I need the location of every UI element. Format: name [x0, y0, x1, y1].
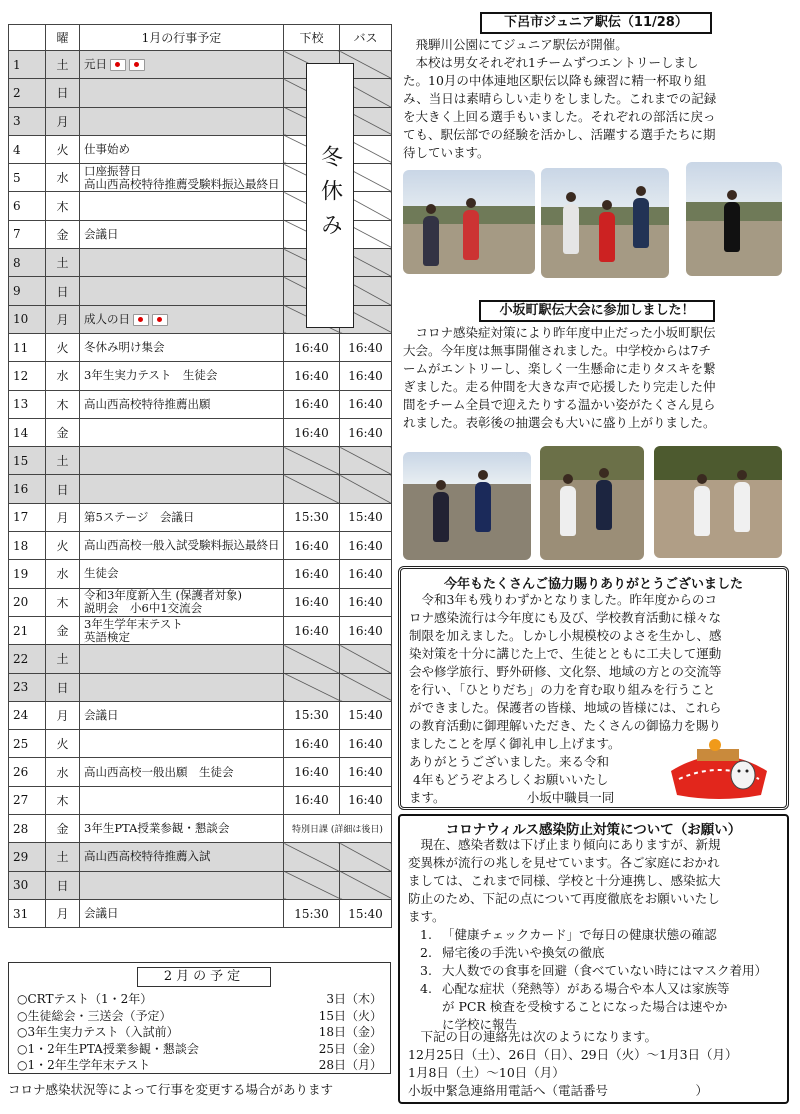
event-text: 高山西高校特待推薦入試 [84, 849, 211, 864]
weekday-cell: 火 [46, 532, 80, 560]
schedule-row [9, 645, 392, 673]
bus-cell: 15:40 [340, 503, 392, 531]
event-text: 3年生実力テスト 生徒会 [84, 368, 218, 383]
japan-flag-icon [129, 59, 145, 71]
dismissal-cell [284, 673, 340, 701]
event-cell [80, 843, 284, 871]
day-cell: 17 [9, 503, 46, 531]
list-text: に学校に報告 [442, 1017, 518, 1032]
dismissal-cell: 16:40 [284, 333, 340, 361]
event-cell [80, 362, 284, 390]
weekday-cell: 火 [46, 135, 80, 163]
bus-cell [340, 843, 392, 871]
event-cell [80, 871, 284, 899]
schedule-row [9, 871, 392, 899]
weekday-cell: 土 [46, 249, 80, 277]
footer-note: コロナ感染状況等によって行事を変更する場合があります [8, 1082, 334, 1097]
weekday-cell: 水 [46, 362, 80, 390]
schedule-row [9, 815, 392, 843]
dismissal-cell [284, 475, 340, 503]
text-line: 現在、感染者数は下げ止まり傾向にありますが、新規 [408, 837, 721, 852]
osaka-photo-3 [654, 446, 782, 558]
thanks-title: 今年もたくさんご協力賜りありがとうございました [443, 577, 743, 592]
dismissal-cell: 15:30 [284, 899, 340, 927]
event-text: 冬休み明け集会 [84, 340, 165, 355]
event-cell [80, 277, 284, 305]
day-cell: 30 [9, 871, 46, 899]
ekiden-photo-1 [403, 170, 535, 274]
event-cell [80, 418, 284, 446]
february-plan-box [8, 962, 391, 1074]
weekday-cell: 木 [46, 390, 80, 418]
february-item [17, 991, 382, 1007]
event-cell [80, 899, 284, 927]
corona-list-item [408, 962, 788, 980]
schedule-row [9, 362, 392, 390]
day-cell: 7 [9, 220, 46, 248]
weekday-cell: 月 [46, 305, 80, 333]
special-schedule-cell: 特別日課 (詳細は後日) [284, 815, 392, 843]
day-cell: 31 [9, 899, 46, 927]
weekday-cell: 月 [46, 503, 80, 531]
bus-cell [340, 447, 392, 475]
event-cell [80, 815, 284, 843]
list-text: 「健康チェックカード」で毎日の健康状態の確認 [442, 927, 717, 942]
day-cell: 27 [9, 786, 46, 814]
february-item [17, 1041, 382, 1057]
event-cell [80, 645, 284, 673]
schedule-row [9, 843, 392, 871]
text-line: 待しています。 [403, 145, 490, 160]
event-text: 生徒会 [84, 566, 119, 581]
day-cell: 16 [9, 475, 46, 503]
text-line: ぎました。走る仲間を大きな声で応援したり完走した仲 [403, 379, 716, 394]
weekday-cell: 月 [46, 701, 80, 729]
bus-cell [340, 673, 392, 701]
event-cell [80, 560, 284, 588]
list-text: 帰宅後の手洗いや換気の徹底 [442, 945, 605, 960]
schedule-row [9, 758, 392, 786]
text-line: 変異株が流行の兆しを見せています。各ご家庭におかれ [408, 855, 720, 870]
event-cell [80, 588, 284, 616]
event-label: 元日 [84, 57, 107, 72]
osaka-photo-2 [540, 446, 644, 560]
day-cell: 19 [9, 560, 46, 588]
day-cell: 4 [9, 135, 46, 163]
weekday-cell: 水 [46, 758, 80, 786]
japan-flag-icon [110, 59, 126, 71]
dismissal-cell: 15:30 [284, 503, 340, 531]
dismissal-cell: 16:40 [284, 560, 340, 588]
contact-phone: 小坂中緊急連絡用電話へ（電話番号 ） [408, 1083, 709, 1098]
thanks-box [398, 566, 789, 810]
text-line: 飛騨川公園にてジュニア駅伝が開催。 [403, 37, 628, 52]
text-line: ができました。保護者の皆様、地域の皆様には、これら [409, 700, 722, 715]
event-cell [80, 503, 284, 531]
event-cell [80, 164, 284, 192]
event-text: 会議日 [84, 707, 119, 722]
text-line: コロナ感染症対策により昨年度中止だった小坂町駅伝 [403, 325, 716, 340]
event-cell [80, 107, 284, 135]
schedule-row [9, 447, 392, 475]
corona-contact [408, 1028, 788, 1100]
event-cell [80, 51, 284, 79]
schedule-row [9, 532, 392, 560]
bus-cell: 15:40 [340, 701, 392, 729]
schedule-row [9, 588, 392, 616]
bus-cell: 16:40 [340, 730, 392, 758]
contact-intro: 下記の日の連絡先は次のようになります。 [408, 1029, 658, 1044]
weekday-cell: 土 [46, 843, 80, 871]
ekiden-photo-3 [686, 162, 782, 276]
event-text: 会議日 [84, 906, 119, 921]
text-line: 防止のため、下記の点について再度徹底をお願いいたし [408, 891, 720, 906]
event-cell [80, 786, 284, 814]
text-line: 会や修学旅行、野外研修、文化祭、地域の方との交流等 [409, 664, 722, 679]
event-cell [80, 135, 284, 163]
contact-dates-1: 12月25日（土）、26日（日）、29日（火）～1月3日（月） [408, 1047, 738, 1062]
list-text: が PCR 検査を受検することになった場合は速やか [442, 999, 728, 1014]
bus-cell [340, 475, 392, 503]
day-cell: 11 [9, 333, 46, 361]
dismissal-cell: 16:40 [284, 786, 340, 814]
bus-cell: 16:40 [340, 362, 392, 390]
event-text: 高山西高校特待推薦出願 [84, 396, 211, 411]
event-cell [80, 390, 284, 418]
event-text: 高山西高校一般入試受験料振込最終日 [84, 538, 280, 553]
event-text: 会議日 [84, 226, 119, 241]
corona-box [398, 814, 789, 1104]
osaka-photo-1 [403, 452, 531, 560]
event-text: 第5ステージ 会議日 [84, 509, 195, 524]
text-line: を大きく上回る選手もいました。それぞれの部活に戻っ [403, 109, 716, 124]
text-line: ます。 小坂中職員一同 [409, 790, 615, 805]
text-line: ームがエントリーし、楽しく一生懸命に走りタスキを繋 [403, 361, 716, 376]
winter-break-label: 冬休み [306, 63, 354, 328]
dismissal-cell: 16:40 [284, 362, 340, 390]
schedule-row [9, 616, 392, 644]
bus-cell: 16:40 [340, 418, 392, 446]
event-cell [80, 249, 284, 277]
dismissal-cell [284, 447, 340, 475]
corona-list-item [408, 944, 788, 962]
text-line: た。10月の中体連地区駅伝以降も練習に精一杯取り組 [403, 73, 707, 88]
weekday-cell: 木 [46, 588, 80, 616]
list-text: 心配な症状（発熱等）がある場合や本人又は家族等 [442, 981, 730, 996]
weekday-cell: 日 [46, 475, 80, 503]
schedule-row [9, 673, 392, 701]
day-cell: 28 [9, 815, 46, 843]
event-text: 高山西高校特待推薦受験料振込最終日 [84, 176, 280, 191]
bus-cell: 15:40 [340, 899, 392, 927]
february-item-date: 18日（金） [318, 1025, 382, 1039]
schedule-row [9, 390, 392, 418]
list-number: 4. [420, 981, 432, 996]
bus-cell: 16:40 [340, 616, 392, 644]
dismissal-cell [284, 645, 340, 673]
corona-title: コロナウィルス感染防止対策について（お願い） [445, 822, 742, 838]
day-cell: 25 [9, 730, 46, 758]
japan-flag-icon [152, 314, 168, 326]
event-cell [80, 305, 284, 333]
text-line: ロナ感染流行は今年度にも及び、学校教育活動に様々な [409, 610, 722, 625]
weekday-cell: 月 [46, 107, 80, 135]
schedule-row [9, 560, 392, 588]
text-line: ます。 [408, 909, 445, 924]
text-line: み、当日は素晴らしい走りをしました。これまでの記録 [403, 91, 717, 106]
weekday-cell: 火 [46, 730, 80, 758]
text-line: ても、駅伝部での経験を活かし、活躍する選手たちに期 [403, 127, 716, 142]
dismissal-cell: 16:40 [284, 418, 340, 446]
text-line: ありがとうございました。来る令和 [409, 754, 610, 769]
osaka-ekiden-title: 小坂町駅伝大会に参加しました！ [479, 300, 715, 322]
february-item-text: ○CRTテスト（1・2年） [17, 992, 153, 1006]
day-cell: 24 [9, 701, 46, 729]
dismissal-cell: 15:30 [284, 701, 340, 729]
february-item-text: ○3年生実力テスト（入試前） [17, 1025, 179, 1039]
day-cell: 13 [9, 390, 46, 418]
schedule-row [9, 475, 392, 503]
event-text: 令和3年度新入生 (保護者対象) [84, 588, 242, 603]
february-item-date: 3日（木） [326, 992, 382, 1006]
corona-intro [408, 836, 788, 926]
event-text: 3年生学年末テスト [84, 616, 183, 631]
japan-flag-icon [133, 314, 149, 326]
day-cell: 6 [9, 192, 46, 220]
weekday-cell: 金 [46, 815, 80, 843]
dismissal-cell [284, 843, 340, 871]
day-cell: 3 [9, 107, 46, 135]
weekday-cell: 火 [46, 333, 80, 361]
event-cell [80, 79, 284, 107]
schedule-row [9, 333, 392, 361]
day-cell: 23 [9, 673, 46, 701]
text-line: 大会。今年度は無事開催されました。中学校からは7チ [403, 343, 711, 358]
header-events: 1月の行事予定 [80, 25, 284, 51]
day-cell: 26 [9, 758, 46, 786]
text-line: の教育活動に御理解いただき、たくさんの御協力を賜り [409, 718, 722, 733]
bus-cell: 16:40 [340, 333, 392, 361]
schedule-row [9, 730, 392, 758]
event-label: 成人の日 [84, 311, 130, 326]
weekday-cell: 水 [46, 164, 80, 192]
dismissal-cell: 16:40 [284, 588, 340, 616]
weekday-cell: 土 [46, 645, 80, 673]
weekday-cell: 日 [46, 871, 80, 899]
ekiden-photo-2 [541, 168, 669, 278]
weekday-cell: 日 [46, 79, 80, 107]
header-weekday: 曜 [46, 25, 80, 51]
day-cell: 2 [9, 79, 46, 107]
dismissal-cell: 16:40 [284, 616, 340, 644]
text-line: 制限を加えました。しかし小規模校のよさを生かし、感 [409, 628, 722, 643]
bus-cell: 16:40 [340, 390, 392, 418]
day-cell: 21 [9, 616, 46, 644]
text-line: 間をチーム全員で迎えたりする温かい姿がたくさん見ら [403, 397, 716, 412]
header-dismissal: 下校 [284, 25, 340, 51]
day-cell: 22 [9, 645, 46, 673]
schedule-row [9, 701, 392, 729]
junior-ekiden-title: 下呂市ジュニア駅伝（11/28） [480, 12, 712, 34]
bus-cell: 16:40 [340, 588, 392, 616]
text-line: 4年もどうぞよろしくお願いいたし [409, 772, 609, 787]
bus-cell: 16:40 [340, 532, 392, 560]
text-line: 染対策を十分に講じた上で、生徒とともに工夫して運動 [409, 646, 722, 661]
list-number: 3. [420, 963, 432, 978]
list-number: 1. [420, 927, 432, 942]
weekday-cell: 木 [46, 192, 80, 220]
event-cell [80, 333, 284, 361]
event-text: 口座振替日 [84, 163, 142, 178]
event-text [84, 58, 279, 71]
text-line: れました。表彰後の抽選会も大いに盛り上がりました。 [403, 415, 716, 430]
corona-list-item [408, 998, 788, 1016]
dismissal-cell: 16:40 [284, 532, 340, 560]
event-cell [80, 532, 284, 560]
event-cell [80, 730, 284, 758]
text-line: を行い、「ひとりだち」の力を育む取り組みを行うこと [409, 682, 716, 697]
dismissal-cell: 16:40 [284, 390, 340, 418]
day-cell: 1 [9, 51, 46, 79]
day-cell: 10 [9, 305, 46, 333]
event-text [84, 313, 279, 326]
weekday-cell: 土 [46, 51, 80, 79]
text-line: 本校は男女それぞれ1チームずつエントリーしまし [403, 55, 699, 70]
day-cell: 12 [9, 362, 46, 390]
day-cell: 14 [9, 418, 46, 446]
text-line: ましたことを厚く御礼申し上げます。 [409, 736, 621, 751]
event-text: 3年生PTA授業参観・懇談会 [84, 821, 230, 836]
event-cell [80, 673, 284, 701]
february-item-date: 28日（月） [318, 1058, 382, 1072]
event-cell [80, 192, 284, 220]
day-cell: 29 [9, 843, 46, 871]
osaka-ekiden-text [403, 324, 793, 432]
day-cell: 8 [9, 249, 46, 277]
weekday-cell: 日 [46, 277, 80, 305]
weekday-cell: 木 [46, 786, 80, 814]
text-line: ましては、これまで同様、学校と十分連携し、感染拡大 [408, 873, 721, 888]
february-item [17, 1024, 382, 1040]
weekday-cell: 金 [46, 616, 80, 644]
bus-cell: 16:40 [340, 560, 392, 588]
schedule-row [9, 503, 392, 531]
dismissal-cell [284, 871, 340, 899]
junior-ekiden-text [403, 36, 793, 162]
bus-cell [340, 645, 392, 673]
february-item [17, 1008, 382, 1024]
event-cell [80, 616, 284, 644]
weekday-cell: 日 [46, 673, 80, 701]
february-item-date: 25日（金） [318, 1041, 382, 1056]
contact-dates-2: 1月8日（土）～10日（月） [408, 1065, 565, 1080]
event-cell [80, 220, 284, 248]
event-cell [80, 475, 284, 503]
day-cell: 18 [9, 532, 46, 560]
text-line: 令和3年も残りわずかとなりました。昨年度からのコ [409, 592, 717, 607]
weekday-cell: 金 [46, 418, 80, 446]
february-item-text: ○1・2年生PTA授業参観・懇談会 [17, 1041, 199, 1056]
corona-list-item [408, 980, 788, 998]
event-text: 仕事始め [84, 142, 130, 157]
list-number: 2. [420, 945, 432, 960]
weekday-cell: 土 [46, 447, 80, 475]
event-cell [80, 447, 284, 475]
february-plan-title: 2月の予定 [137, 967, 271, 987]
event-text: 英語検定 [84, 629, 130, 644]
schedule-row [9, 786, 392, 814]
schedule-row [9, 418, 392, 446]
event-cell [80, 701, 284, 729]
day-cell: 9 [9, 277, 46, 305]
weekday-cell: 月 [46, 899, 80, 927]
weekday-cell: 金 [46, 220, 80, 248]
day-cell: 5 [9, 164, 46, 192]
list-text: 大人数での食事を回避（食べていない時にはマスク着用） [442, 963, 768, 978]
february-item-date: 15日（火） [318, 1008, 382, 1023]
event-text: 高山西高校一般出願 生徒会 [84, 764, 234, 779]
bus-cell [340, 871, 392, 899]
kotatsu-cat-illustration [663, 731, 775, 805]
event-text: 説明会 小6中1交流会 [84, 601, 203, 616]
schedule-row [9, 899, 392, 927]
header-bus: バス [340, 25, 392, 51]
day-cell: 15 [9, 447, 46, 475]
corona-list [408, 926, 788, 1034]
corona-list-item [408, 926, 788, 944]
february-item-text: ○1・2年生学年末テスト [17, 1058, 151, 1072]
header-day [9, 25, 46, 51]
bus-cell: 16:40 [340, 758, 392, 786]
schedule-header-row [9, 25, 392, 51]
february-item-text: ○生徒総会・三送会（予定） [17, 1008, 172, 1023]
february-item [17, 1057, 382, 1073]
dismissal-cell: 16:40 [284, 730, 340, 758]
day-cell: 20 [9, 588, 46, 616]
event-cell [80, 758, 284, 786]
dismissal-cell: 16:40 [284, 758, 340, 786]
bus-cell: 16:40 [340, 786, 392, 814]
weekday-cell: 水 [46, 560, 80, 588]
